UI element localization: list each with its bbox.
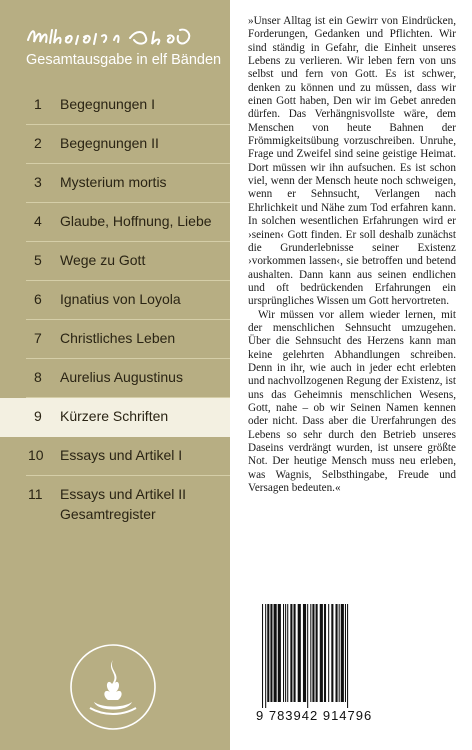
barcode (256, 604, 444, 708)
isbn-number: 9 783942 914796 (256, 708, 373, 723)
blurb-paragraph: »Unser Alltag ist ein Gewirr von Eindrücken, Forderungen, Gedanken und Pflichten. Wir sind ständig in Gefahr, die Einheit unseres Lebens zu verlieren. Wir leben fern von uns selbst und fern von Gott. Es ist schwer, denken zu können und zu müssen, dass wir einen Gott haben, Den wir im Gebet anreden dürfen. Das Verhängnisvollste wäre, dem Menschen von heute Bahnen der Frömmigkeitsübung vorzuschreiben. Unruhe, Frage und Zweifel sind seine geistige Heimat. Dort müssen wir ihn aufsuchen. Es ist schon viel, wenn der Mensch heute noch schweigen, wenn er Sehnsucht, Verlangen nach Ehrlichkeit und Nähe zum Tod erfahren kann. In solchen wesentlichen Erfahrungen wird er ›seinen‹ Gott finden. Er soll deshalb zunächst die Grunderlebnisse seiner Existenz ›vorkommen lassen‹, sie betroffen und betend aushalten. Dann kann aus seinen endlichen und oft bedrückenden Erfahrungen ein ursprüngliches Wissen um Gott hervortreten. (248, 15, 456, 308)
volume-number: 7 (34, 330, 42, 346)
barcode-bar (274, 604, 277, 702)
volume-title: Essays und Artikel I (60, 447, 183, 463)
barcode-bar (316, 604, 318, 702)
blurb-paragraph: Wir müssen vor allem wieder lernen, mit der menschlichen Sehnsucht umzugehen. Über die Sehnsucht des Herzens kann man keine gelehrten Abhandlungen schreiben. Denn in ihr, wie auch in jeder echt erlebten und nachvollzogenen Regung der Existenz, ist uns das Geheimnis menschlichen Wesens, Gott, nahe – ob wir Seinen Namen kennen oder nicht. Dass aber die Urerfahrungen des Lebens so sehr durch den Betrieb unseres Daseins verdrängt wurden, ist unsere größte Not. Der heutige Mensch muss neu erleben, was Wagnis, Selbsthingabe, Freude und Versagen bedeuten.« (248, 308, 456, 495)
barcode-bar (331, 604, 333, 702)
volume-item[interactable] (0, 476, 230, 532)
barcode-bar (328, 604, 329, 702)
barcode-bar (324, 604, 326, 702)
barcode-bar (339, 604, 340, 702)
volume-title: Glaube, Hoffnung, Liebe (60, 213, 212, 229)
volume-number: 9 (34, 408, 42, 424)
volume-title (60, 486, 186, 522)
barcode-bar (298, 604, 301, 702)
barcode-bar (270, 604, 272, 702)
volume-number: 10 (28, 447, 44, 463)
barcode-bar (310, 604, 311, 702)
barcode-bar (345, 604, 346, 702)
barcode-bar (262, 604, 263, 708)
barcode-bar (312, 604, 314, 702)
barcode-bar (341, 604, 344, 702)
volume-item[interactable] (0, 320, 230, 359)
barcode-bar (287, 604, 288, 702)
volume-item[interactable] (0, 437, 230, 476)
volume-number: 2 (34, 135, 42, 151)
barcode-bar (278, 604, 281, 702)
volume-title: Begegnungen II (60, 135, 159, 151)
author-signature (26, 22, 201, 50)
volume-number: 4 (34, 213, 42, 229)
barcode-bar (267, 604, 269, 702)
volume-item[interactable] (0, 281, 230, 320)
volume-item-current[interactable] (0, 398, 230, 437)
series-subtitle: Gesamtausgabe in elf Bänden (26, 52, 222, 68)
volume-number: 11 (28, 486, 43, 502)
volume-title: Christliches Leben (60, 330, 176, 346)
barcode-bar (294, 604, 296, 702)
flame-bowl-icon (68, 642, 158, 732)
volume-title-line2: Gesamtregister (60, 506, 156, 522)
volume-number: 8 (34, 369, 42, 385)
volume-title-line1: Essays und Artikel II (60, 486, 187, 502)
volume-title: Aurelius Augustinus (60, 369, 183, 385)
barcode-bar (320, 604, 323, 702)
barcode-bar (347, 604, 348, 708)
barcode-bar (283, 604, 284, 702)
volume-number: 3 (34, 174, 42, 190)
series-sidebar (0, 0, 230, 750)
volume-item[interactable] (0, 203, 230, 242)
volume-title: Ignatius von Loyola (60, 291, 181, 307)
volume-item[interactable] (0, 125, 230, 164)
volume-item[interactable] (0, 86, 230, 125)
volume-number: 5 (34, 252, 42, 268)
volume-item[interactable] (0, 242, 230, 281)
barcode-bar (265, 604, 266, 708)
volume-list (0, 86, 230, 532)
back-cover-panel (230, 0, 472, 750)
volume-number: 6 (34, 291, 42, 307)
volume-item[interactable] (0, 359, 230, 398)
barcode-bar (303, 604, 306, 702)
barcode-bar (290, 604, 292, 702)
volume-title: Mysterium mortis (60, 174, 167, 190)
barcode-bar (285, 604, 286, 702)
volume-number: 1 (34, 96, 42, 112)
barcode-bar (307, 604, 308, 708)
volume-title: Kürzere Schriften (60, 408, 169, 424)
barcode-bar (336, 604, 338, 702)
blurb-text (248, 15, 456, 495)
volume-item[interactable] (0, 164, 230, 203)
volume-title: Wege zu Gott (60, 252, 146, 268)
volume-title: Begegnungen I (60, 96, 155, 112)
